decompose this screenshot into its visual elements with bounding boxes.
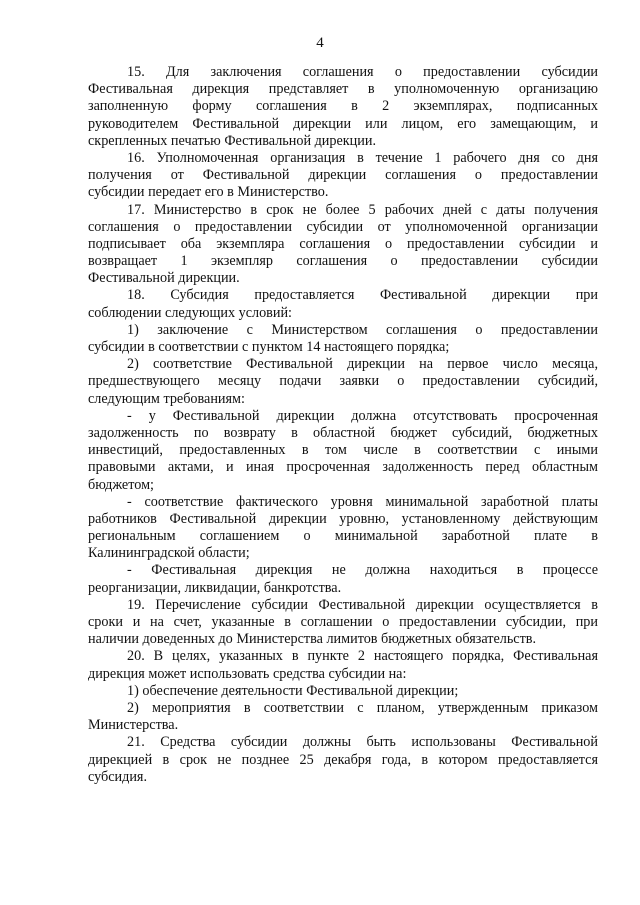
text-line: региональным соглашением о минимальной заработной плате в <box>88 528 598 545</box>
text-line: 19. Перечисление субсидии Фестивальной дирекции осуществляется в <box>127 596 598 613</box>
paragraph-p18-1 <box>88 322 598 356</box>
text-line: соглашения о предоставлении субсидии от уполномоченной организации <box>88 218 598 235</box>
text-line: - у Фестивальной дирекции должна отсутствовать просроченная <box>127 407 598 424</box>
text-line: 17. Министерство в срок не более 5 рабочих дней с даты получения <box>127 201 598 218</box>
text-line: 20. В целях, указанных в пункте 2 настоящего порядка, Фестивальная <box>127 648 598 665</box>
paragraph-p20 <box>88 648 598 682</box>
paragraph-p20-2 <box>88 700 598 734</box>
document-body <box>88 64 598 786</box>
text-line: - соответствие фактического уровня минимальной заработной платы <box>127 493 598 510</box>
paragraph-p18-2b <box>88 494 598 563</box>
paragraph-p15 <box>88 64 598 150</box>
text-line: 15. Для заключения соглашения о предоставлении субсидии <box>127 64 598 80</box>
text-line: субсидии передает его в Министерство. <box>88 184 329 201</box>
paragraph-p18-2a <box>88 408 598 494</box>
text-line: Фестивальной дирекции. <box>88 270 240 287</box>
text-line: 21. Средства субсидии должны быть использованы Фестивальной <box>127 734 598 751</box>
text-line: дирекция может использовать средства субсидии на: <box>88 665 407 682</box>
text-line: Фестивальная дирекция представляет в уполномоченную организацию <box>88 81 598 98</box>
text-line: 18. Субсидия предоставляется Фестивальной дирекции при <box>127 287 598 304</box>
text-line: бюджетом; <box>88 476 154 493</box>
text-line: инвестиций, предоставленных в том числе в соответствии с иными <box>88 442 598 459</box>
text-line: 16. Уполномоченная организация в течение 1 рабочего дня со дня <box>127 149 598 166</box>
paragraph-p18-2 <box>88 356 598 408</box>
text-line: 2) мероприятия в соответствии с планом, утвержденным приказом <box>127 699 598 716</box>
text-line: реорганизации, ликвидации, банкротства. <box>88 579 342 596</box>
text-line: Калининградской области; <box>88 545 250 562</box>
text-line: дирекцией в срок не позднее 25 декабря года, в котором предоставляется <box>88 751 598 768</box>
text-line: возвращает 1 экземпляр соглашения о предоставлении субсидии <box>88 253 598 270</box>
paragraph-p21 <box>88 734 598 786</box>
text-line: следующим требованиям: <box>88 390 245 407</box>
paragraph-p17 <box>88 202 598 288</box>
paragraph-p18 <box>88 287 598 321</box>
text-line: наличии доведенных до Министерства лимитов бюджетных обязательств. <box>88 631 537 648</box>
text-line: субсидия. <box>88 768 148 785</box>
paragraph-p16 <box>88 150 598 202</box>
text-line: соблюдении следующих условий: <box>88 304 292 321</box>
text-line: скрепленных печатью Фестивальной дирекции. <box>88 132 377 149</box>
text-line: руководителем Фестивальной дирекции или лицом, его замещающим, и <box>88 115 598 132</box>
text-line: задолженность по возврату в областной бюджет субсидий, бюджетных <box>88 424 598 441</box>
text-line: работников Фестивальной дирекции уровню, установленному действующим <box>88 510 598 527</box>
text-line: 1) заключение с Министерством соглашения о предоставлении <box>127 321 598 338</box>
paragraph-p20-1 <box>88 683 598 700</box>
text-line: правовыми актами, и иная просроченная задолженность перед областным <box>88 459 598 476</box>
text-line: предшествующего месяцу подачи заявки о предоставлении субсидий, <box>88 373 598 390</box>
text-line: получения от Фестивальной дирекции соглашения о предоставлении <box>88 167 598 184</box>
text-line: - Фестивальная дирекция не должна находиться в процессе <box>127 562 598 579</box>
paragraph-p19 <box>88 597 598 649</box>
text-line: подписывает оба экземпляра соглашения о предоставлении субсидии и <box>88 235 598 252</box>
text-line: субсидии в соответствии с пунктом 14 настоящего порядка; <box>88 339 450 355</box>
text-line: заполненную форму соглашения в 2 экземплярах, подписанных <box>88 98 598 115</box>
text-line: 1) обеспечение деятельности Фестивальной дирекции; <box>127 682 459 699</box>
text-line: сроки и на счет, указанные в соглашении о предоставлении субсидии, при <box>88 614 598 630</box>
text-line: 2) соответствие Фестивальной дирекции на первое число месяца, <box>127 356 598 373</box>
paragraph-p18-2c <box>88 562 598 596</box>
text-line: Министерства. <box>88 717 179 734</box>
page-number: 4 <box>316 35 324 51</box>
